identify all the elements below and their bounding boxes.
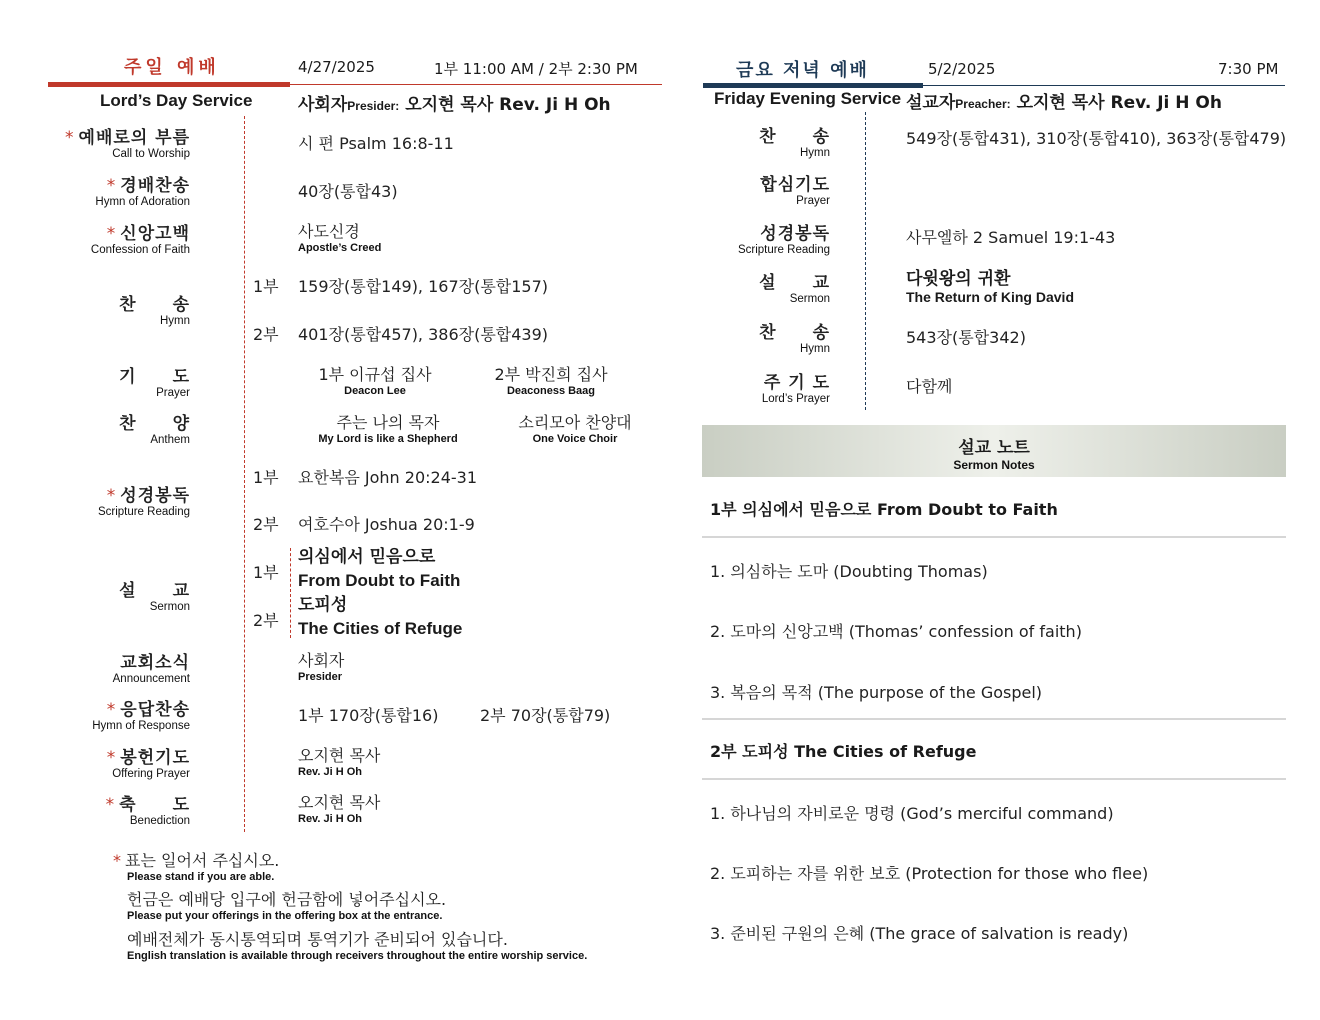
value-benediction: 오지현 목사 Rev. Ji H Oh (298, 793, 381, 825)
friday-header-rule (923, 85, 1285, 86)
friday-label-scripture: 성경봉독 Scripture Reading (737, 224, 830, 256)
sermon-notes-header (702, 425, 1286, 477)
presider-label-en: Presider: (347, 99, 400, 113)
value-offering-prayer: 오지현 목사 Rev. Ji H Oh (298, 746, 381, 778)
label-call-to-worship: * 예배로의 부름 Call to Worship (65, 128, 190, 160)
standing-star: * (106, 700, 117, 720)
sermon-part1-label: 1부 (253, 563, 279, 582)
friday-preacher: 설교자Preacher: 오지현 목사 Rev. Ji H Oh (906, 93, 1222, 113)
notes-part1-point: 2. 도마의 신앙고백 (Thomas’ confession of faith) (710, 622, 1082, 641)
label-confession-of-faith: * 신앙고백 Confession of Faith (90, 224, 190, 256)
hymn-part1-label: 1부 (253, 277, 279, 296)
standing-star: * (105, 795, 116, 815)
standing-star: * (65, 128, 75, 148)
notes-part1-point: 3. 복음의 목적 (The purpose of the Gospel) (710, 683, 1043, 702)
label-announcement: 교회소식 Announcement (112, 653, 190, 685)
sunday-title-en: Lord’s Day Service (100, 91, 253, 110)
label-benediction: * 축 도 Benediction (105, 795, 190, 827)
presider-label-ko: 사회자 (298, 95, 348, 115)
sunday-title-underline (48, 82, 290, 87)
notes-part2-title: 2부 도피성 The Cities of Refuge (710, 742, 977, 761)
standing-star: * (106, 176, 117, 196)
sunday-header-rule (290, 84, 662, 85)
friday-title-ko: 금요 저녁 예배 (736, 60, 869, 81)
standing-star: * (106, 224, 117, 244)
friday-title-underline (703, 83, 923, 88)
label-hymn-of-response: * 응답찬송 Hymn of Response (92, 700, 190, 732)
scripture-part2-value: 여호수아 Joshua 20:1-9 (298, 515, 475, 534)
sunday-date: 4/27/2025 (298, 58, 375, 76)
value-announcement: 사회자 Presider (298, 651, 345, 683)
response-part1: 1부 170장(통합16) (298, 706, 439, 725)
notes-part2-point: 3. 준비된 구원의 은혜 (The grace of salvation is ready) (710, 924, 1129, 943)
friday-label-prayer: 합심기도 Prayer (760, 175, 830, 207)
note-standing: * 표는 일어서 주십시오. Please stand if you are able. (113, 851, 280, 883)
sermon-notes-title-ko: 설교 노트 (958, 438, 1030, 458)
friday-title-en: Friday Evening Service (714, 89, 902, 108)
anthem-choir: 소리모아 찬양대 One Voice Choir (518, 413, 632, 445)
label-offering-prayer: * 봉헌기도 Offering Prayer (106, 748, 190, 780)
notes-part2-point: 1. 하나님의 자비로운 명령 (God’s merciful command) (710, 804, 1114, 823)
friday-time: 7:30 PM (1218, 60, 1279, 78)
hymn-part1-value: 159장(통합149), 167장(통합157) (298, 277, 549, 296)
notes-part1-title: 1부 의심에서 믿음으로 From Doubt to Faith (710, 500, 1058, 519)
friday-label-sermon: 설 교 Sermon (759, 273, 830, 305)
notes-rule (702, 536, 1286, 538)
friday-divider (865, 112, 866, 410)
label-prayer: 기 도 Prayer (119, 367, 190, 399)
friday-value-hymn2: 543장(통합342) (906, 328, 1026, 347)
sermon-part2-title: 도피성 The Cities of Refuge (298, 595, 463, 638)
prayer-part1: 1부 이규섭 집사 Deacon Lee (318, 365, 432, 397)
scripture-part1-value: 요한복음 John 20:24-31 (298, 468, 478, 487)
sermon-divider (290, 548, 291, 638)
notes-part2-point: 2. 도피하는 자를 위한 보호 (Protection for those who flee) (710, 864, 1149, 883)
friday-value-scripture: 사무엘하 2 Samuel 19:1-43 (906, 228, 1116, 247)
value-confession-of-faith: 사도신경 Apostle’s Creed (298, 222, 382, 254)
friday-value-lords-prayer: 다함께 (906, 377, 953, 396)
label-scripture-reading: * 성경봉독 Scripture Reading (97, 486, 190, 518)
notes-part1-point: 1. 의심하는 도마 (Doubting Thomas) (710, 562, 988, 581)
friday-value-sermon: 다윗왕의 귀환 The Return of King David (906, 269, 1074, 305)
standing-star: * (106, 748, 117, 768)
friday-label-hymn1: 찬 송 Hymn (759, 127, 830, 159)
prayer-part2: 2부 박진희 집사 Deaconess Baag (494, 365, 608, 397)
note-translation: 예배전체가 동시통역되며 통역기가 준비되어 있습니다. English translation is available through receivers throughout the entire worship service. (127, 930, 588, 962)
hymn-part2-label: 2부 (253, 325, 279, 344)
value-call-to-worship: 시 편 Psalm 16:8-11 (298, 134, 454, 153)
friday-label-lords-prayer: 주 기 도 Lord’s Prayer (761, 373, 830, 405)
label-anthem: 찬 양 Anthem (119, 414, 190, 446)
friday-label-hymn2: 찬 송 Hymn (759, 323, 830, 355)
value-hymn-of-adoration: 40장(통합43) (298, 182, 398, 201)
label-sermon: 설 교 Sermon (119, 581, 190, 613)
notes-rule (702, 778, 1286, 780)
sunday-presider (298, 90, 611, 115)
hymn-part2-value: 401장(통합457), 386장(통합439) (298, 325, 549, 344)
friday-value-hymn1: 549장(통합431), 310장(통합410), 363장(통합479) (906, 129, 1287, 148)
standing-star: * (106, 486, 117, 506)
response-part2: 2부 70장(통합79) (480, 706, 611, 725)
sunday-divider (244, 116, 245, 832)
scripture-part1-label: 1부 (253, 468, 279, 487)
sermon-notes-title-en: Sermon Notes (953, 458, 1035, 472)
note-offering: 헌금은 예배당 입구에 헌금함에 넣어주십시오. Please put your offerings in the offering box at the entrance. (127, 890, 447, 922)
notes-rule (702, 718, 1286, 720)
label-hymn-of-adoration: * 경배찬송 Hymn of Adoration (95, 176, 190, 208)
label-hymn: 찬 송 Hymn (119, 295, 190, 327)
anthem-song: 주는 나의 목자 My Lord is like a Shepherd (318, 413, 458, 445)
sermon-part2-label: 2부 (253, 611, 279, 630)
presider-name: 오지현 목사 Rev. Ji H Oh (405, 95, 611, 115)
sunday-title-ko: 주일 예배 (124, 57, 220, 78)
scripture-part2-label: 2부 (253, 515, 279, 534)
sunday-times: 1부 11:00 AM / 2부 2:30 PM (434, 60, 638, 78)
sermon-part1-title: 의심에서 믿음으로 From Doubt to Faith (298, 547, 461, 590)
friday-date: 5/2/2025 (928, 60, 996, 78)
